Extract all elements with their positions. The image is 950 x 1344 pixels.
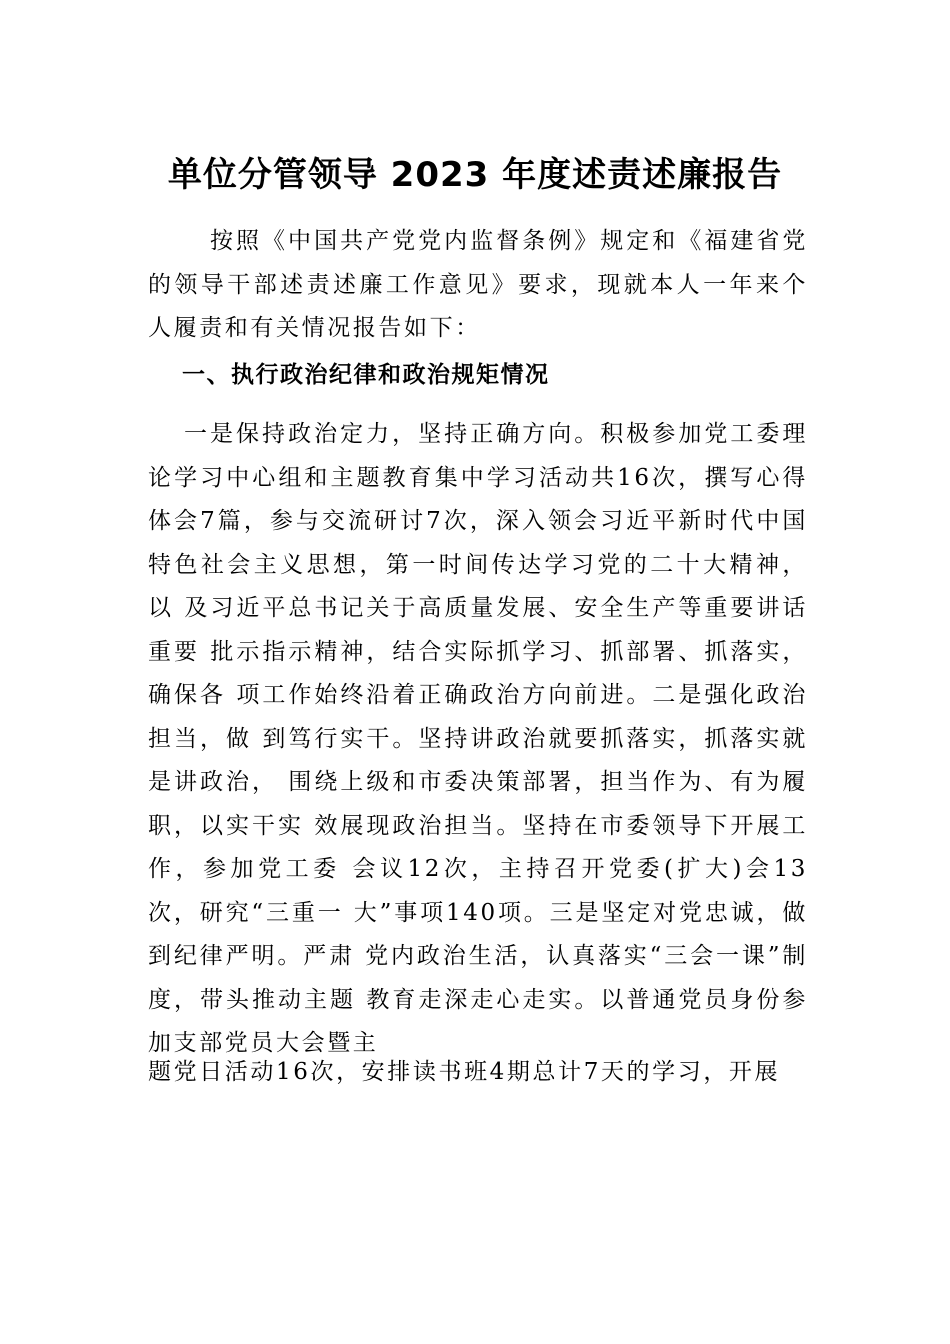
section-heading: 一、执行政治纪律和政治规矩情况 (182, 362, 550, 388)
intro-paragraph: 按照《中国共产党党内监督条例》规定和《福建省党的领导干部述责述廉工作意见》要求，现就本人一年来个人履责和有关情况报告如下： (148, 228, 808, 341)
continuation-paragraph: 题党日活动16次，安排读书班4期总计7天的学习，开展 (148, 1059, 781, 1085)
document-title: 单位分管领导 2023 年度述责述廉报告 (167, 154, 783, 195)
section-body-paragraph: 一是保持政治定力，坚持正确方向。积极参加党工委理论学习中心组和主题教育集中学习活动共16次，撰写心得体会7篇，参与交流研讨7次，深入领会习近平新时代中国 特色社会主义思想，第一时间传达学习党的二十大精神，以 及习近平总书记关于高质量发展、安全生产等重要讲话重要 批示指示精神，结合实际抓学习、抓部署、抓落实，确保各 项工作始终沿着正确政治方向前进。二是强化政治担当，做 到笃行实干。坚持讲政治就要抓落实，抓落实就是讲政治， 围绕上级和市委决策部署，担当作为、有为履职，以实干实 效展现政治担当。坚持在市委领导下开展工作，参加党工委 会议12次，主持召开党委(扩大)会13次，研究“三重一 大”事项140项。三是坚定对党忠诚，做到纪律严明。严肃 党内政治生活，认真落实“三会一课”制度，带头推动主题 教育走深走心走实。以普通党员身份参加支部党员大会暨主 (148, 421, 808, 1056)
